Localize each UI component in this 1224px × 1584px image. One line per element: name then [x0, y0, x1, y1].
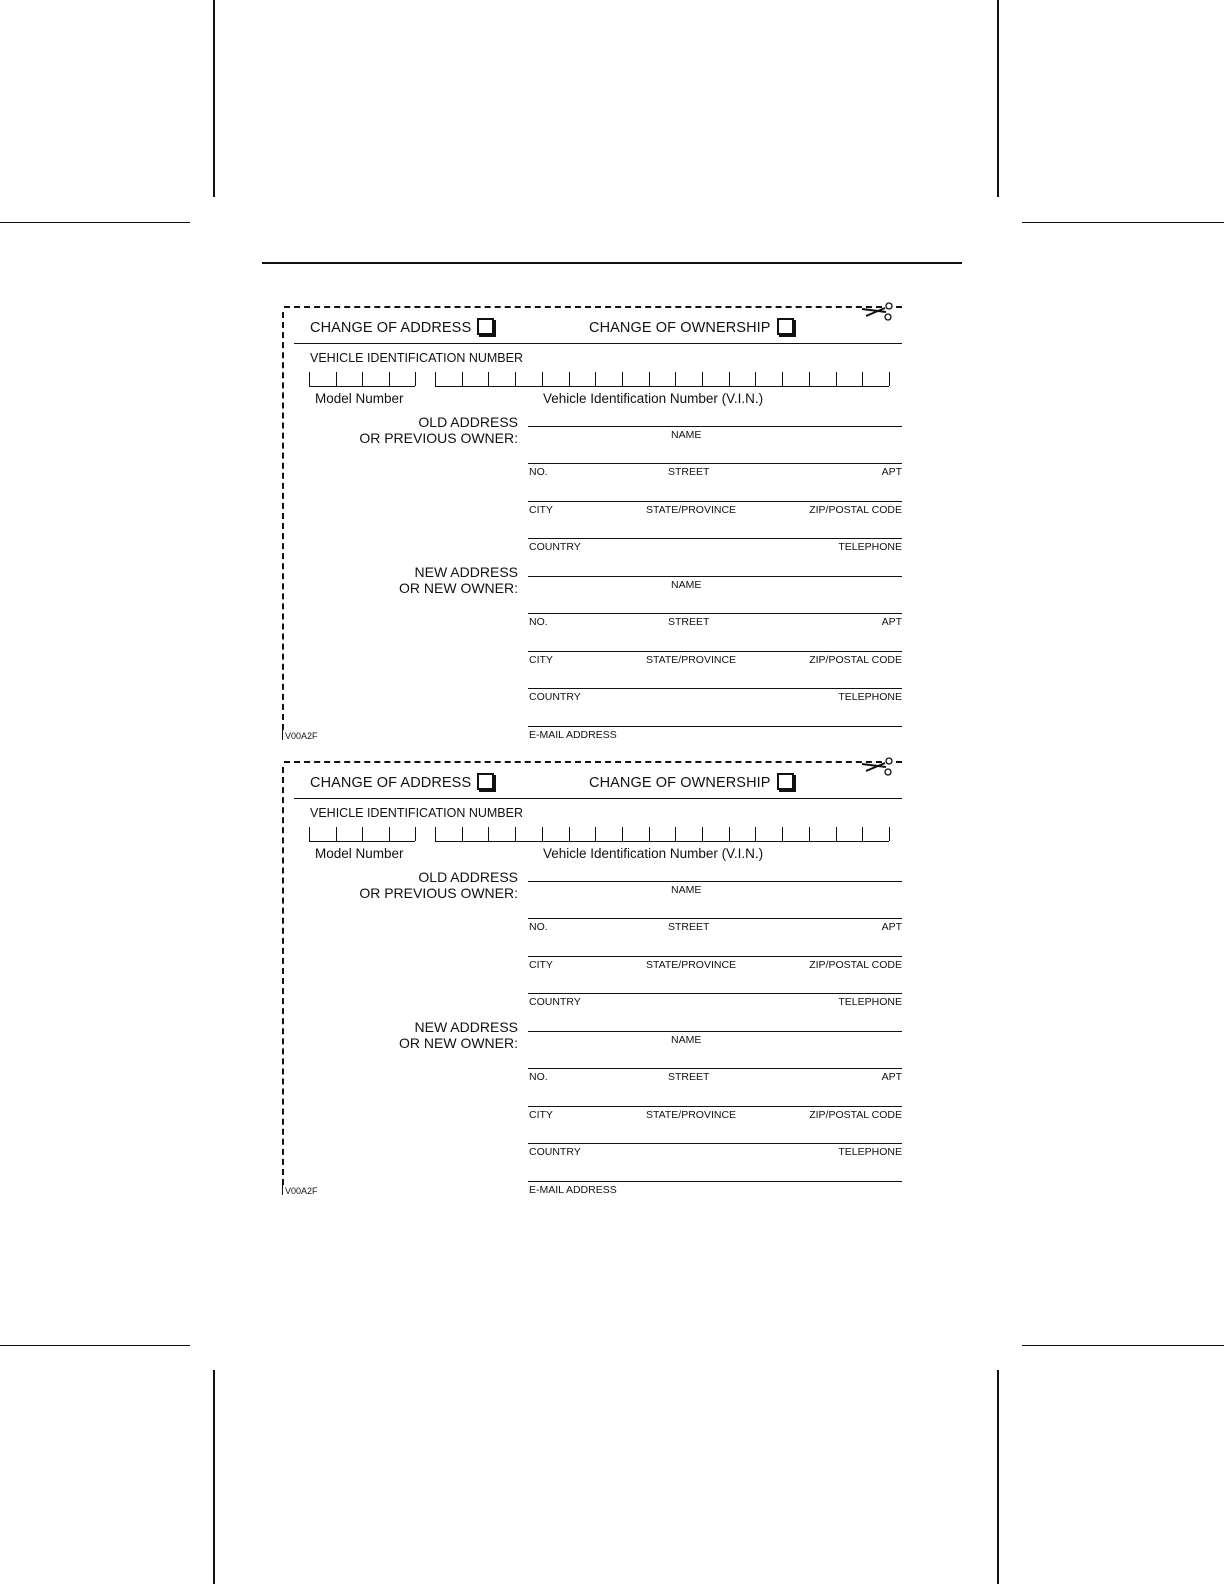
vin-boxes[interactable] [435, 827, 889, 842]
old-address-label-line1: OLD ADDRESS [418, 869, 518, 885]
old-street-line[interactable] [528, 918, 902, 919]
new-address-label [348, 564, 518, 596]
new-country-line[interactable] [528, 688, 902, 689]
crop-mark [997, 0, 999, 197]
old-country-label: COUNTRY [529, 541, 581, 553]
box-divider [729, 827, 730, 841]
box-divider [889, 827, 890, 841]
new-state-label: STATE/PROVINCE [646, 654, 737, 666]
new-apt-label: APT [881, 616, 902, 628]
email-label: E-MAIL ADDRESS [529, 1184, 617, 1196]
box-divider [595, 827, 596, 841]
change-of-address-checkbox[interactable] [477, 773, 494, 790]
box-divider [702, 372, 703, 386]
box-divider [462, 827, 463, 841]
model-number-caption: Model Number [315, 391, 404, 406]
figure-code: V00A2F [282, 1185, 318, 1196]
scissors-icon [860, 755, 896, 781]
model-number-boxes[interactable] [309, 372, 415, 387]
old-telephone-label: TELEPHONE [838, 996, 902, 1008]
old-country-line[interactable] [528, 538, 902, 539]
new-zip-label: ZIP/POSTAL CODE [809, 1109, 902, 1121]
box-divider [542, 827, 543, 841]
vin-title: VEHICLE IDENTIFICATION NUMBER [310, 806, 523, 820]
new-zip-label: ZIP/POSTAL CODE [809, 654, 902, 666]
box-divider [809, 827, 810, 841]
old-address-label [348, 414, 518, 446]
model-number-caption: Model Number [315, 846, 404, 861]
crop-mark [213, 1370, 215, 1584]
old-city-line[interactable] [528, 501, 902, 502]
change-of-ownership-option[interactable] [589, 318, 794, 336]
new-city-label: CITY [529, 1109, 553, 1121]
old-zip-label: ZIP/POSTAL CODE [809, 504, 902, 516]
email-label: E-MAIL ADDRESS [529, 729, 617, 741]
change-of-address-option[interactable] [310, 318, 494, 336]
box-divider [569, 372, 570, 386]
box-divider [622, 827, 623, 841]
box-divider [782, 372, 783, 386]
box-divider [569, 827, 570, 841]
box-divider [462, 372, 463, 386]
new-address-label-line2: OR NEW OWNER: [399, 580, 518, 596]
new-city-line[interactable] [528, 651, 902, 652]
old-address-label-line2: OR PREVIOUS OWNER: [359, 430, 518, 446]
box-divider [415, 372, 416, 386]
vin-caption: Vehicle Identification Number (V.I.N.) [543, 846, 764, 861]
new-country-label: COUNTRY [529, 691, 581, 703]
crop-mark [1022, 222, 1224, 223]
box-divider [336, 827, 337, 841]
vin-title: VEHICLE IDENTIFICATION NUMBER [310, 351, 523, 365]
box-divider [515, 827, 516, 841]
old-country-label: COUNTRY [529, 996, 581, 1008]
new-street-label: STREET [668, 1071, 710, 1083]
box-divider [702, 827, 703, 841]
old-name-line[interactable] [528, 426, 902, 427]
box-divider [389, 372, 390, 386]
new-state-label: STATE/PROVINCE [646, 1109, 737, 1121]
change-of-address-option[interactable] [310, 773, 494, 791]
vin-caption: Vehicle Identification Number (V.I.N.) [543, 391, 764, 406]
box-divider [336, 372, 337, 386]
new-street-line[interactable] [528, 1068, 902, 1069]
box-divider [836, 372, 837, 386]
old-no-label: NO. [529, 921, 548, 933]
box-divider [729, 372, 730, 386]
old-street-line[interactable] [528, 463, 902, 464]
new-telephone-label: TELEPHONE [838, 1146, 902, 1158]
model-number-boxes[interactable] [309, 827, 415, 842]
change-form-card [278, 761, 918, 1211]
change-of-address-checkbox[interactable] [477, 318, 494, 335]
header-separator [294, 343, 902, 344]
box-divider [809, 372, 810, 386]
new-country-line[interactable] [528, 1143, 902, 1144]
new-address-label [348, 1019, 518, 1051]
crop-mark [0, 1345, 190, 1346]
box-divider [435, 372, 436, 386]
old-street-label: STREET [668, 921, 710, 933]
old-name-label: NAME [671, 884, 702, 896]
old-apt-label: APT [881, 466, 902, 478]
box-divider [755, 827, 756, 841]
box-divider [309, 372, 310, 386]
change-of-ownership-option[interactable] [589, 773, 794, 791]
vin-boxes[interactable] [435, 372, 889, 387]
box-divider [488, 372, 489, 386]
box-divider [362, 827, 363, 841]
figure-code: V00A2F [282, 730, 318, 741]
change-of-ownership-checkbox[interactable] [777, 318, 794, 335]
change-of-ownership-checkbox[interactable] [777, 773, 794, 790]
cut-line-top [284, 306, 902, 308]
new-street-line[interactable] [528, 613, 902, 614]
old-address-label-line2: OR PREVIOUS OWNER: [359, 885, 518, 901]
new-no-label: NO. [529, 1071, 548, 1083]
old-city-line[interactable] [528, 956, 902, 957]
box-divider [362, 372, 363, 386]
crop-mark [997, 1370, 999, 1584]
cut-line-left [282, 767, 284, 1185]
old-state-label: STATE/PROVINCE [646, 959, 737, 971]
box-divider [649, 827, 650, 841]
box-divider [515, 372, 516, 386]
new-apt-label: APT [881, 1071, 902, 1083]
box-divider [649, 372, 650, 386]
new-city-label: CITY [529, 654, 553, 666]
old-zip-label: ZIP/POSTAL CODE [809, 959, 902, 971]
cut-line-top [284, 761, 902, 763]
box-divider [595, 372, 596, 386]
change-of-address-label: CHANGE OF ADDRESS [310, 775, 472, 791]
box-divider [889, 372, 890, 386]
old-country-line[interactable] [528, 993, 902, 994]
box-divider [622, 372, 623, 386]
old-address-label-line1: OLD ADDRESS [418, 414, 518, 430]
crop-mark [1022, 1345, 1224, 1346]
email-line[interactable] [528, 1181, 902, 1182]
box-divider [488, 827, 489, 841]
box-divider [755, 372, 756, 386]
new-name-line[interactable] [528, 576, 902, 577]
new-telephone-label: TELEPHONE [838, 691, 902, 703]
box-divider [675, 372, 676, 386]
new-no-label: NO. [529, 616, 548, 628]
new-name-line[interactable] [528, 1031, 902, 1032]
box-divider [415, 827, 416, 841]
new-name-label: NAME [671, 579, 702, 591]
old-apt-label: APT [881, 921, 902, 933]
new-city-line[interactable] [528, 1106, 902, 1107]
header-rule [262, 262, 962, 264]
box-divider [542, 372, 543, 386]
new-street-label: STREET [668, 616, 710, 628]
change-of-ownership-label: CHANGE OF OWNERSHIP [589, 775, 771, 791]
box-divider [389, 827, 390, 841]
new-name-label: NAME [671, 1034, 702, 1046]
change-of-ownership-label: CHANGE OF OWNERSHIP [589, 320, 771, 336]
box-divider [862, 827, 863, 841]
crop-mark [0, 222, 190, 223]
old-name-label: NAME [671, 429, 702, 441]
old-city-label: CITY [529, 504, 553, 516]
box-divider [675, 827, 676, 841]
old-no-label: NO. [529, 466, 548, 478]
new-address-label-line1: NEW ADDRESS [414, 1019, 518, 1035]
box-divider [862, 372, 863, 386]
header-separator [294, 798, 902, 799]
new-address-label-line1: NEW ADDRESS [414, 564, 518, 580]
email-line[interactable] [528, 726, 902, 727]
old-state-label: STATE/PROVINCE [646, 504, 737, 516]
old-street-label: STREET [668, 466, 710, 478]
old-address-label [348, 869, 518, 901]
old-name-line[interactable] [528, 881, 902, 882]
box-divider [309, 827, 310, 841]
crop-mark [213, 0, 215, 197]
box-divider [435, 827, 436, 841]
old-city-label: CITY [529, 959, 553, 971]
change-of-address-label: CHANGE OF ADDRESS [310, 320, 472, 336]
old-telephone-label: TELEPHONE [838, 541, 902, 553]
new-country-label: COUNTRY [529, 1146, 581, 1158]
change-form-card [278, 306, 918, 756]
box-divider [782, 827, 783, 841]
cut-line-left [282, 312, 284, 730]
box-divider [836, 827, 837, 841]
new-address-label-line2: OR NEW OWNER: [399, 1035, 518, 1051]
scissors-icon [860, 300, 896, 326]
